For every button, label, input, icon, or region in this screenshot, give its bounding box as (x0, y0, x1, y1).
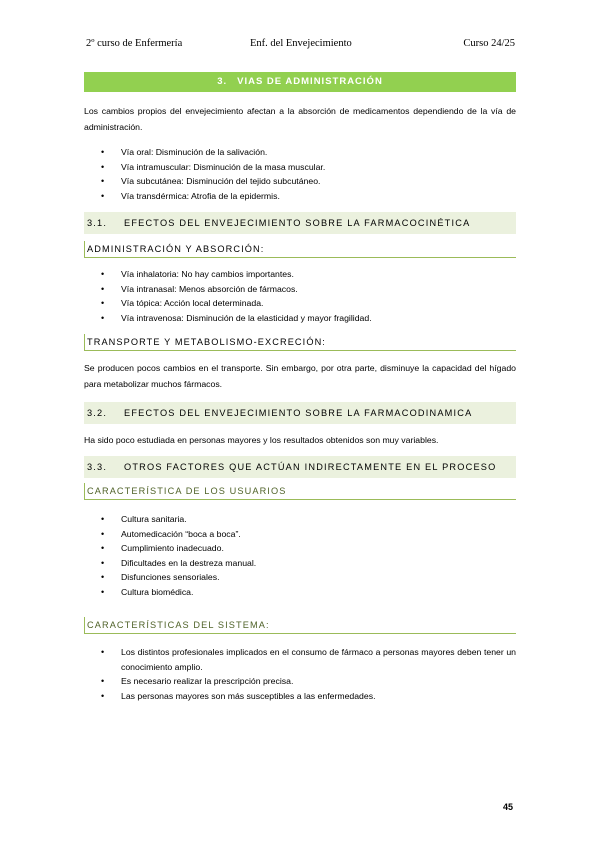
main-heading-number: 3. (217, 76, 228, 87)
list-item: • Cultura sanitaria. (84, 512, 516, 527)
transport-paragraph: Se producen pocos cambios en el transporte. Sin embargo, por otra parte, disminuye la capacidad del hígado para metabolizar muchos fármacos. (84, 363, 516, 389)
absorption-list (84, 267, 516, 325)
bullet-icon: • (101, 298, 105, 308)
list-item: • Las personas mayores son más susceptibles a las enfermedades. (84, 689, 516, 704)
list-item: • Los distintos profesionales implicados en el consumo de fármaco a personas mayores deben tener un conocimiento amplio. (101, 647, 516, 672)
bullet-icon: • (101, 283, 105, 294)
list-item: • Cultura biomédica. (84, 585, 516, 600)
bullet-icon: • (101, 161, 105, 172)
bullet-icon: • (101, 269, 105, 279)
main-heading-title: VIAS DE ADMINISTRACIÓN (237, 76, 383, 87)
bullet-icon: • (101, 676, 105, 686)
list-item: • Vía oral: Disminución de la salivación. (84, 145, 516, 160)
subsection-transporte: TRANSPORTE Y METABOLISMO-EXCRECIÓN: (84, 334, 516, 351)
list-item: • Vía intravenosa: Disminución de la elasticidad y mayor fragilidad. (84, 311, 516, 326)
pharmacodynamics-paragraph: Ha sido poco estudiada en personas mayores y los resultados obtenidos son muy variables. (84, 435, 439, 445)
bullet-icon: • (101, 190, 105, 201)
list-item: • Vía intramuscular: Disminución de la masa muscular. (84, 160, 516, 175)
bullet-icon: • (101, 514, 105, 524)
list-item: • Vía subcutánea: Disminución del tejido subcutáneo. (84, 174, 516, 189)
subsection-usuarios: CARACTERÍSTICA DE LOS USUARIOS (84, 483, 516, 500)
header-right: Curso 24/25 (463, 38, 515, 49)
list-item: • Automedicación “boca a boca”. (84, 527, 516, 542)
bullet-icon: • (101, 572, 105, 582)
list-item: • Disfunciones sensoriales. (84, 570, 516, 585)
system-list (84, 645, 516, 703)
list-item: • Cumplimiento inadecuado. (84, 541, 516, 556)
bullet-icon: • (101, 647, 105, 657)
list-item: • Vía transdérmica: Atrofia de la epidermis. (84, 189, 516, 204)
bullet-icon: • (101, 528, 105, 539)
bullet-icon: • (101, 690, 105, 701)
section-3-1-heading: 3.1. EFECTOS DEL ENVEJECIMIENTO SOBRE LA FARMACOCINÉTICA (84, 212, 516, 234)
section-3-3-heading: 3.3. OTROS FACTORES QUE ACTÚAN INDIRECTAMENTE EN EL PROCESO (84, 456, 516, 478)
page-content (84, 72, 516, 703)
list-item: • Vía inhalatoria: No hay cambios importantes. (84, 267, 516, 282)
list-item: • Vía tópica: Acción local determinada. (84, 296, 516, 311)
list-item: • Vía intranasal: Menos absorción de fármacos. (84, 282, 516, 297)
bullet-icon: • (101, 147, 105, 157)
intro-paragraph: Los cambios propios del envejecimiento afectan a la absorción de medicamentos dependiendo de la vía de administración. (84, 106, 516, 132)
list-item: • Dificultades en la destreza manual. (84, 556, 516, 571)
bullet-icon: • (101, 586, 105, 597)
routes-list (84, 145, 516, 203)
header-left: 2º curso de Enfermería (86, 38, 183, 49)
page-number: 45 (503, 802, 514, 812)
main-heading (84, 72, 516, 92)
header-center: Enf. del Envejecimiento (250, 38, 352, 49)
bullet-icon: • (101, 312, 105, 323)
bullet-icon: • (101, 176, 105, 186)
subsection-administracion: ADMINISTRACIÓN Y ABSORCIÓN: (84, 241, 516, 258)
bullet-icon: • (101, 557, 105, 568)
bullet-icon: • (101, 543, 105, 553)
section-3-2-heading: 3.2. EFECTOS DEL ENVEJECIMIENTO SOBRE LA FARMACODINAMICA (84, 402, 516, 424)
list-item: • Es necesario realizar la prescripción precisa. (84, 674, 516, 689)
users-list (84, 512, 516, 599)
subsection-sistema: CARACTERÍSTICAS DEL SISTEMA: (84, 617, 516, 634)
